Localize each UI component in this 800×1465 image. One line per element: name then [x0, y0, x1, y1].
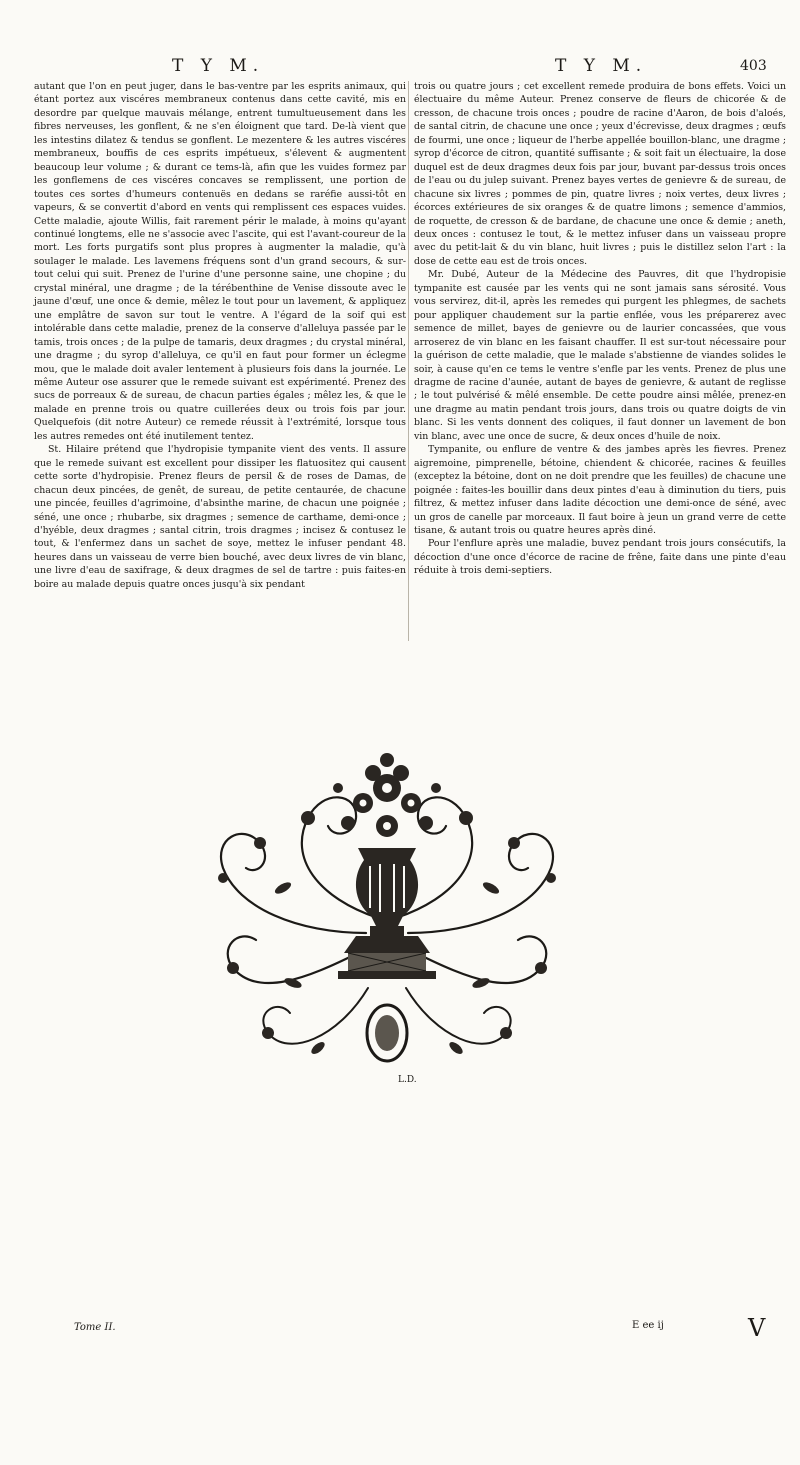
ornament-initials: L.D.	[398, 1075, 417, 1085]
running-head-left: T Y M.	[172, 56, 265, 76]
paragraph: Mr. Dubé, Auteur de la Médecine des Pauvres, dit que l'hydropisie tympanite est causée par les vents qui ne sont jamais sans sérosité. Vous vous servirez, dit-il, après les remedes qui purgent les phlegmes, de sachets pour appliquer chaudement sur la partie enflée, vous les préparerez avec semence de millet, bayes de genievre ou de laurier concassées, que vous arroserez de vin blanc en les faisant chauffer. Il est sur-tout nécessaire pour la guérison de cette maladie, que le malade s'abstienne de viandes solides le soir, à cause qu'en ce tems le ventre s'enfle par les vents. Prenez de plus une dragme de racine d'aunée, autant de bayes de genievre, & autant de reglisse ; le tout pulvérisé & mêlé ensemble. De cette poudre ainsi mêlée, prenez-en une dragme au matin pendant trois jours, dans trois ou quatre doigts de vin blanc. Si les vents donnent des coliques, il faut donner un lavement de bon vin blanc, avec une once de sucre, & deux onces d'huile de noix.	[414, 269, 786, 442]
catchword: V	[748, 1314, 766, 1342]
paragraph: Pour l'enflure après une maladie, buvez pendant trois jours consécutifs, la décoction d'une once d'écorce de racine de frêne, faite dans une pinte d'eau réduite à trois demi-septiers.	[414, 538, 786, 577]
vase-ornament-icon	[198, 748, 576, 1096]
paragraph: trois ou quatre jours ; cet excellent remede produira de bons effets. Voici un électuaire du même Auteur. Prenez conserve de fleurs de chicorée & de cresson, de chacune trois onces ; poudre de racine d'Aaron, de bois d'aloés, de santal citrin, de chacune une once ; yeux d'écrevisse, deux dragmes ; œufs de fourmi, une once ; liqueur de l'herbe appellée bouillon-blanc, une dragme ; syrop d'écorce de citron, quantité suffisante ; & soit fait un électuaire, la dose duquel est de deux dragmes deux fois par jour, buvant par-dessus trois onces de l'eau ou du julep suivant. Prenez bayes vertes de genievre & de sureau, de chacune six livres ; pommes de pin, quatre livres ; noix vertes, deux livres ; écorces extérieures de six oranges & de quatre limons ; semence d'ammios, de roquette, de cresson & de bardane, de chacune une once & demie ; aneth, deux onces : contusez le tout, & le mettez infuser dans un vaisseau propre avec du petit-lait & du vin blanc, huit livres ; puis le distillez selon l'art : la dose de cette eau est de trois onces.	[414, 81, 786, 267]
text-column-left	[34, 80, 406, 591]
paragraph: autant que l'on en peut juger, dans le bas-ventre par les esprits animaux, qui étant portez aux viscéres membraneux contenus dans cette cavité, mis en desordre par quelque mauvais mélange, entrent tumultueusement dans les fibres nerveuses, les gonflent, & ne s'en éloignent que tard. De-là vient que les intestins dilatez & tendus se gonflent. Le mezentere & les autres viscéres membraneux, bouffis de ces esprits impétueux, s'élevent & augmentent beaucoup leur volume ; & durant ce tems-là, afin que les vuides formez par les gonflemens de ces viscéres concaves se remplissent, une portion de toutes ces sortes d'humeurs contenuës en dedans se raréfie aussi-tôt en vapeurs, & se convertit d'abord en vents qui remplissent ces espaces vuides. Cette maladie, ajoute Willis, fait rarement périr le malade, à moins qu'ayant continué longtems, elle ne s'associe avec l'ascite, qui est l'avant-coureur de la mort. Les forts purgatifs sont plus propres à augmenter la maladie, qu'à soulager le malade. Les lavemens fréquens sont d'un grand secours, & sur-tout celui qui suit. Prenez de l'urine d'une personne saine, une chopine ; du crystal minéral, une dragme ; de la térébenthine de Venise dissoute avec le jaune d'œuf, une once & demie, mêlez le tout pour un lavement, & appliquez une emplâtre de savon sur tout le ventre. A l'égard de la soif qui est intolérable dans cette maladie, prenez de la conserve d'alleluya passée par le tamis, trois onces ; de la pulpe de tamaris, deux dragmes ; du crystal minéral, une dragme ; du syrop d'alleluya, ce qu'il en faut pour former un éclegme mou, que le malade doit avaler lentement à plusieurs fois dans la journée. Le même Auteur ose assurer que le remede suivant est expérimenté. Prenez des sucs de porreaux & de sureau, de chacun parties égales ; mêlez les, & que le malade en prenne trois ou quatre cuillerées deux ou trois fois par jour. Quelquefois (dit notre Auteur) ce remede réussit à l'extrémité, lorsque tous les autres remedes ont été inutilement tentez.	[34, 81, 406, 442]
running-head-right: T Y M.	[555, 56, 648, 76]
column-rule	[408, 81, 409, 641]
paragraph: St. Hilaire prétend que l'hydropisie tympanite vient des vents. Il assure que le remede suivant est excellent pour dissiper les flatuositez qui causent cette sorte d'hydropisie. Prenez fleurs de persil & de roses de Damas, de chacun deux pincées, de genêt, de sureau, de petite centaurée, de chacune une pincée, feuilles d'agrimoine, d'absinthe marine, de chacun une poignée ; séné, une once ; rhubarbe, six dragmes ; semence de carthame, demi-once ; d'hyéble, deux dragmes ; santal citrin, trois dragmes ; incisez & contusez le tout, & l'enfermez dans un sachet de soye, mettez le infuser pendant 48. heures dans un vaisseau de verre bien bouché, avec deux livres de vin blanc, une livre d'eau de saxifrage, & deux dragmes de sel de tartre : puis faites-en boire au malade depuis quatre onces jusqu'à six pendant	[34, 444, 406, 590]
text-column-right	[414, 80, 786, 578]
page-number: 403	[740, 58, 767, 74]
signature-mark: Tome II.	[74, 1322, 116, 1333]
gathering-mark: E ee ij	[632, 1320, 664, 1331]
paragraph: Tympanite, ou enflure de ventre & des jambes après les fievres. Prenez aigremoine, pimprenelle, bétoine, chiendent & chicorée, racines & feuilles (exceptez la bétoine, dont on ne doit prendre que les feuilles) de chacune une poignée : faites-les bouillir dans deux pintes d'eau à diminution du tiers, puis filtrez, & mettez infuser dans ladite décoction une demi-once de séné, avec un gros de canelle par morceaux. Il faut boire à jeun un grand verre de cette tisane, & autant trois ou quatre heures après diné.	[414, 444, 786, 536]
